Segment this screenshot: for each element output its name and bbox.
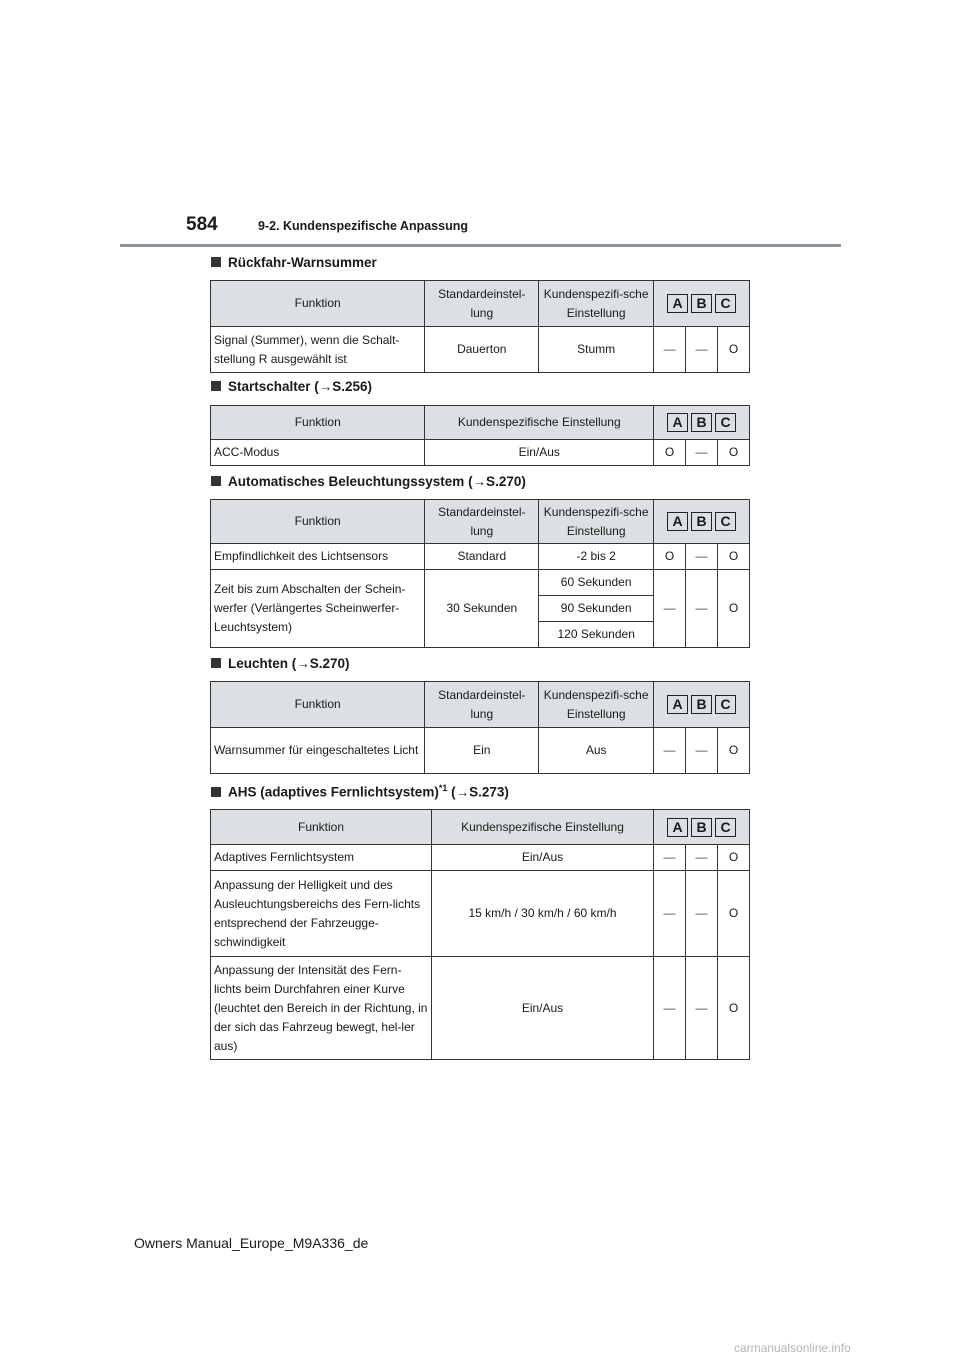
col-standard: Standardeinstel-lung — [425, 500, 539, 544]
col-custom: Kundenspezifi-sche Einstellung — [539, 500, 654, 544]
table-header-row — [211, 810, 750, 845]
table-row: Empfindlichkeit des Lichtsensors Standard -2 bis 2 O — O — [211, 544, 750, 570]
table-header-row — [211, 406, 750, 440]
col-funktion: Funktion — [211, 810, 432, 845]
table-header-row — [211, 500, 750, 544]
col-custom: Kundenspezifische Einstellung — [425, 406, 654, 440]
abc-header — [654, 406, 750, 440]
section-heading-leuchten: Leuchten (→S.270) — [211, 656, 350, 671]
letter-c-box: C — [715, 294, 736, 313]
table-row: Anpassung der Helligkeit und des Ausleuchtungsbereichs des Fern-lichts entsprechend der Fahrzeugge-schwindigkeit 15 km/h / 30 km/h / 60 km/h — — O — [211, 871, 750, 957]
section-title: 9-2. Kundenspezifische Anpassung — [258, 219, 468, 233]
letter-b-box: B — [691, 294, 712, 313]
letter-c-box: C — [715, 512, 736, 531]
letter-c-box: C — [715, 695, 736, 714]
square-bullet-icon — [211, 658, 221, 668]
table-row: Zeit bis zum Abschalten der Schein-werfer (Verlängertes Scheinwerfer-Leuchtsystem) 30 Sekunden 60 Sekunden — — O — [211, 570, 750, 596]
letter-b-box: B — [691, 695, 712, 714]
section-heading-rueckfahr: Rückfahr-Warnsummer — [211, 255, 377, 270]
abc-header — [654, 500, 750, 544]
footer-document-id: Owners Manual_Europe_M9A336_de — [134, 1235, 369, 1251]
letter-a-box: A — [667, 512, 688, 531]
header-rule — [120, 244, 841, 247]
table-row: ACC-Modus Ein/Aus O — O — [211, 440, 750, 466]
abc-header — [654, 682, 750, 728]
letter-a-box: A — [667, 294, 688, 313]
col-funktion: Funktion — [211, 500, 425, 544]
table-automatisches-beleuchtungssystem — [210, 499, 750, 648]
col-standard: Standardeinstel-lung — [425, 682, 539, 728]
square-bullet-icon — [211, 381, 221, 391]
section-heading-startschalter: Startschalter (→S.256) — [211, 379, 372, 394]
table-row: Anpassung der Intensität des Fern-lichts beim Durchfahren einer Kurve (leuchtet den Bereich in der Richtung, in der sich das Fahrzeug bewegt, hel-ler aus) Ein/Aus — — O — [211, 957, 750, 1060]
watermark: carmanualsonline.info — [734, 1341, 851, 1355]
col-custom: Kundenspezifi-sche Einstellung — [539, 281, 654, 327]
abc-header — [654, 810, 750, 845]
letter-b-box: B — [691, 818, 712, 837]
abc-header — [654, 281, 750, 327]
col-funktion: Funktion — [211, 406, 425, 440]
col-custom: Kundenspezifi-sche Einstellung — [539, 682, 654, 728]
col-funktion: Funktion — [211, 682, 425, 728]
table-startschalter — [210, 405, 750, 466]
table-row: 120 Sekunden — [211, 622, 750, 648]
table-ahs — [210, 809, 750, 1060]
square-bullet-icon — [211, 787, 221, 797]
col-custom: Kundenspezifische Einstellung — [432, 810, 654, 845]
page-number: 584 — [186, 214, 218, 235]
table-row: 90 Sekunden — [211, 596, 750, 622]
table-leuchten — [210, 681, 750, 774]
table-row: Warnsummer für eingeschaltetes Licht Ein Aus — — O — [211, 728, 750, 774]
table-row: Signal (Summer), wenn die Schalt-stellung R ausgewählt ist Dauerton Stumm — — O — [211, 327, 750, 373]
letter-b-box: B — [691, 413, 712, 432]
table-header-row — [211, 682, 750, 728]
table-header-row — [211, 281, 750, 327]
table-rueckfahr-warnsummer — [210, 280, 750, 373]
section-heading-ahs: AHS (adaptives Fernlichtsystem)$^{*1}$ (→S.273) — [211, 783, 509, 800]
square-bullet-icon — [211, 476, 221, 486]
letter-a-box: A — [667, 413, 688, 432]
letter-b-box: B — [691, 512, 712, 531]
letter-a-box: A — [667, 695, 688, 714]
letter-a-box: A — [667, 818, 688, 837]
square-bullet-icon — [211, 257, 221, 267]
col-funktion: Funktion — [211, 281, 425, 327]
letter-c-box: C — [715, 818, 736, 837]
table-row: Adaptives Fernlichtsystem Ein/Aus — — O — [211, 845, 750, 871]
section-heading-beleuchtung: Automatisches Beleuchtungssystem (→S.270) — [211, 474, 526, 489]
letter-c-box: C — [715, 413, 736, 432]
col-standard: Standardeinstel-lung — [425, 281, 539, 327]
